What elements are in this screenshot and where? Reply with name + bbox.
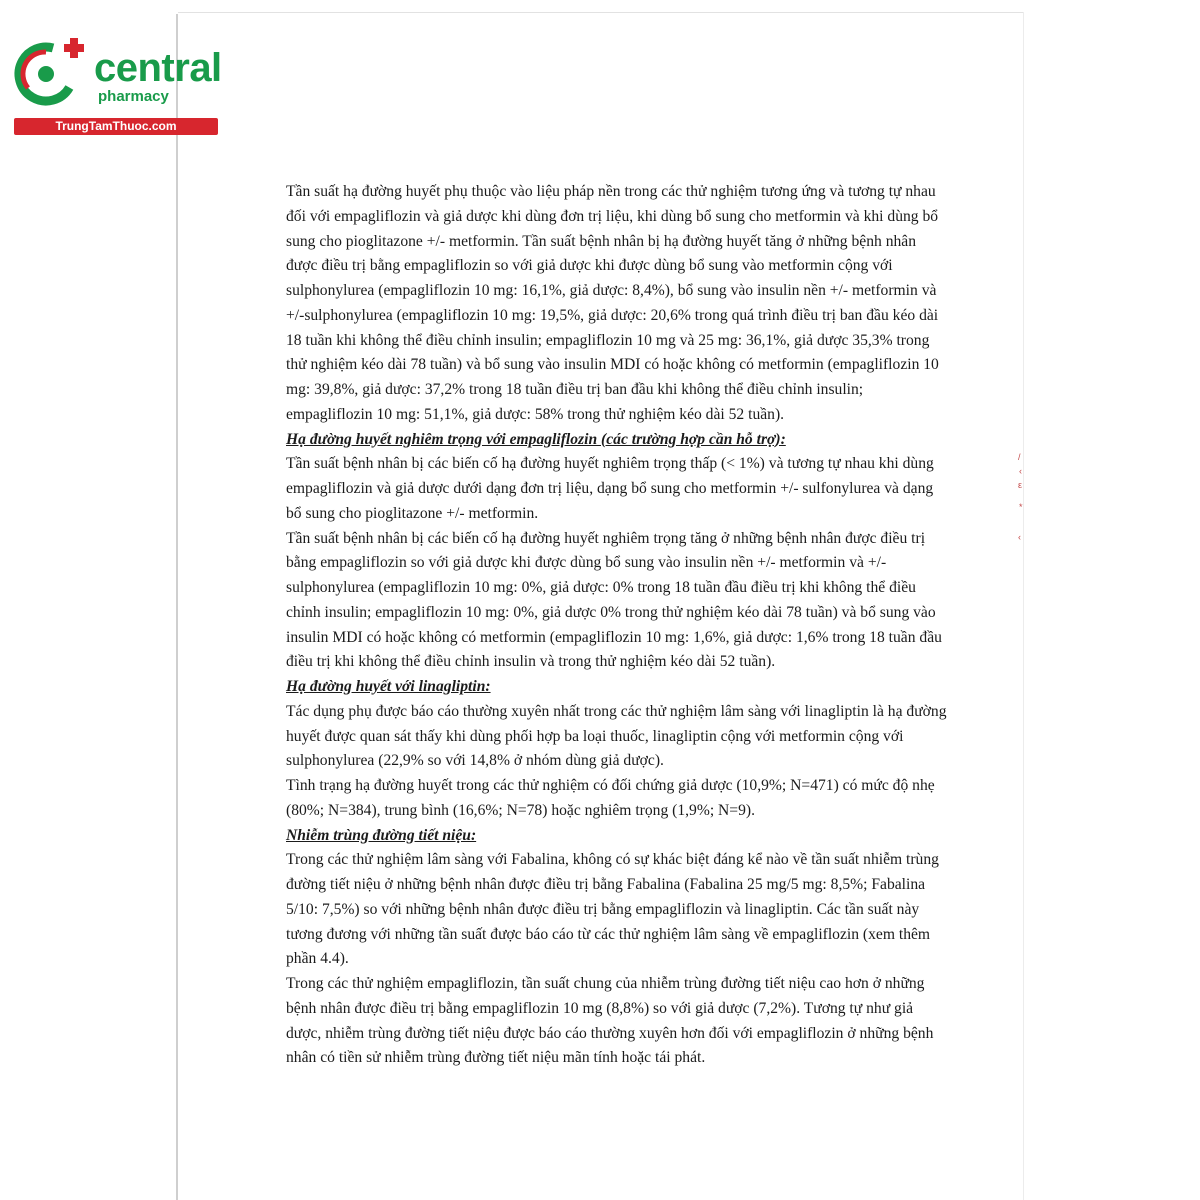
logo-site-url[interactable]: TrungTamThuoc.com (14, 118, 218, 135)
logo-brand-name: central (94, 46, 222, 90)
heading-hypoglycemia-linagliptin: Hạ đường huyết với linagliptin: (286, 678, 491, 695)
paragraph-severe-hypoglycemia-low: Tần suất bệnh nhân bị các biến cố hạ đường huyết nghiêm trọng thấp (< 1%) và tương tự nhau khi dùng empagliflozin và giả dược dưới dạng đơn trị liệu, dạng bổ sung cho metformin +/- sulfonylurea và dạng bổ sung cho pioglitazone +/- metformin. (286, 455, 934, 522)
paragraph-linagliptin-adverse-effects: Tác dụng phụ được báo cáo thường xuyên nhất trong các thử nghiệm lâm sàng với linagliptin là hạ đường huyết được quan sát thấy khi dùng phối hợp ba loại thuốc, linagliptin cộng với metformin cộng với sulphonylurea (22,9% so với 14,8% ở nhóm dùng giả dược). (286, 702, 947, 770)
page-top-edge (178, 12, 1024, 13)
paragraph-uti-empagliflozin: Trong các thử nghiệm empagliflozin, tần suất chung của nhiễm trùng đường tiết niệu cao hơn ở những bệnh nhân được điều trị bằng empagliflozin 10 mg (8,8%) so với giả dược (7,2%). Tương tự như giả dược, nhiễm trùng đường tiết niệu được báo cáo thường xuyên hơn đối với empagliflozin ở những bệnh nhân có tiền sử nhiễm trùng đường tiết niệu mãn tính hoặc tái phát. (286, 975, 934, 1067)
paragraph-hypoglycemia-frequency: Tần suất hạ đường huyết phụ thuộc vào liệu pháp nền trong các thử nghiệm tương ứng và tương tự nhau đối với empagliflozin và giả dược khi dùng đơn trị liệu, khi dùng bổ sung cho metformin và khi dùng bổ sung cho pioglitazone +/- metformin. Tần suất bệnh nhân bị hạ đường huyết tăng ở những bệnh nhân được điều trị bằng empagliflozin so với giả dược khi được dùng bổ sung vào metformin cộng với sulphonylurea (empagliflozin 10 mg: 16,1%, giả dược: 8,4%), bổ sung vào insulin nền +/- metformin và +/-sulphonylurea (empagliflozin 10 mg: 19,5%, giả dược: 20,6% trong quá trình điều trị ban đầu kéo dài 18 tuần khi không thể điều chỉnh insulin; empagliflozin 10 mg và 25 mg: 36,1%, giả dược 35,3% trong thử nghiệm kéo dài 78 tuần) và bổ sung vào insulin MDI có hoặc không có metformin (empagliflozin 10 mg: 39,8%, giả dược: 37,2% trong 18 tuần điều trị ban đầu khi không thể điều chỉnh insulin; empagliflozin 10 mg: 51,1%, giả dược: 58% trong thử nghiệm kéo dài 52 tuần). (286, 183, 939, 423)
paragraph-uti-fabalina: Trong các thử nghiệm lâm sàng với Fabalina, không có sự khác biệt đáng kể nào về tần suất nhiễm trùng đường tiết niệu ở những bệnh nhân được điều trị bằng Fabalina (Fabalina 25 mg/5 mg: 8,5%; Fabalina 5/10: 7,5%) so với những bệnh nhân được điều trị bằng empagliflozin và linagliptin. Các tần suất này tương đương với những tần suất được báo cáo từ các thử nghiệm lâm sàng về empagliflozin (xem thêm phần 4.4). (286, 851, 939, 968)
page-right-edge (1023, 12, 1024, 1200)
heading-urinary-tract-infection: Nhiễm trùng đường tiết niệu: (286, 826, 477, 844)
document-body (286, 180, 948, 1071)
paragraph-severe-hypoglycemia-increase: Tần suất bệnh nhân bị các biến cố hạ đường huyết nghiêm trọng tăng ở những bệnh nhân được điều trị bằng empagliflozin so với giả dược khi được dùng bổ sung vào insulin nền +/- metformin và +/- sulphonylurea (empagliflozin 10 mg: 0%, giả dược: 0% trong 18 tuần đầu điều trị khi không thể điều chỉnh insulin; empagliflozin 10 mg: 0%, giả dược 0% trong thử nghiệm kéo dài 78 tuần) và bổ sung vào insulin MDI có hoặc không có metformin (empagliflozin 10 mg: 1,6%, giả dược: 1,6% trong 18 tuần đầu điều trị khi không thể điều chỉnh insulin và trong thử nghiệm kéo dài 52 tuần). (286, 529, 942, 671)
page-left-edge (176, 14, 178, 1200)
margin-stamp-marks: / ‹ ε * ‹ (1018, 452, 1023, 542)
central-pharmacy-logo[interactable] (10, 38, 222, 138)
heading-severe-hypoglycemia-empagliflozin: Hạ đường huyết nghiêm trọng với empagliflozin (các trường hợp cần hỗ trợ): (286, 430, 786, 448)
logo-subtitle: pharmacy (98, 88, 169, 105)
pharmacy-cross-logo-icon (10, 38, 94, 118)
paragraph-linagliptin-severity: Tình trạng hạ đường huyết trong các thử nghiệm có đối chứng giả dược (10,9%; N=471) có mức độ nhẹ (80%; N=384), trung bình (16,6%; N=78) hoặc nghiêm trọng (1,9%; N=9). (286, 777, 935, 819)
